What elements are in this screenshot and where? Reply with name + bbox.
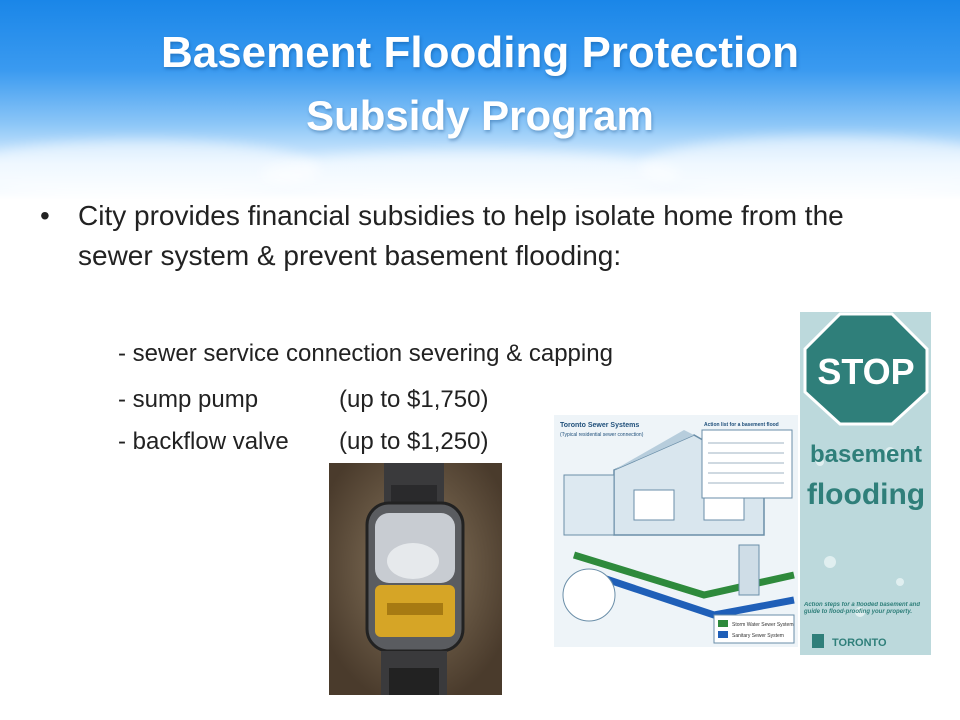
toronto-logo-icon	[812, 634, 824, 648]
sub-item-backflow-valve	[118, 428, 488, 456]
poster-word1: basement	[809, 441, 923, 468]
legend-sanitary: Sanitary Sewer System	[732, 633, 784, 639]
sub-item-amount: (up to $1,250)	[339, 428, 489, 455]
sub-item-amount: (up to $1,750)	[339, 386, 489, 413]
sub-item-sump-pump	[118, 386, 488, 414]
diagram-box-title: Action list for a basement flood	[704, 422, 779, 428]
slide-title-line1: Basement Flooding Protection	[160, 28, 800, 77]
poster-word2: flooding	[806, 478, 926, 511]
bullet-marker: •	[40, 200, 50, 231]
sub-item-label: - backflow valve	[118, 428, 289, 455]
sub-item-label: - sewer service connection severing & capping	[118, 340, 613, 367]
slide-title-line2: Subsidy Program	[306, 92, 654, 139]
bullet-text: City provides financial subsidies to help isolate home from the sewer system & prevent basement flooding:	[78, 200, 844, 271]
diagram-subtitle: (Typical residential sewer connection)	[560, 432, 644, 438]
legend-storm: Storm Water Sewer System	[732, 622, 794, 628]
poster-stop: STOP	[817, 351, 915, 392]
backflow-valve-photo	[329, 463, 502, 695]
poster-caption: Action steps for a flooded basement and guide to flood-proofing your property.	[804, 602, 921, 615]
sub-item-label: - sump pump	[118, 386, 259, 413]
diagram-title: Toronto Sewer Systems	[560, 422, 640, 429]
stop-basement-flooding-poster	[800, 312, 931, 655]
sub-item-severing	[118, 340, 613, 368]
sewer-system-diagram	[554, 415, 798, 647]
poster-logo: TORONTO	[832, 637, 887, 649]
